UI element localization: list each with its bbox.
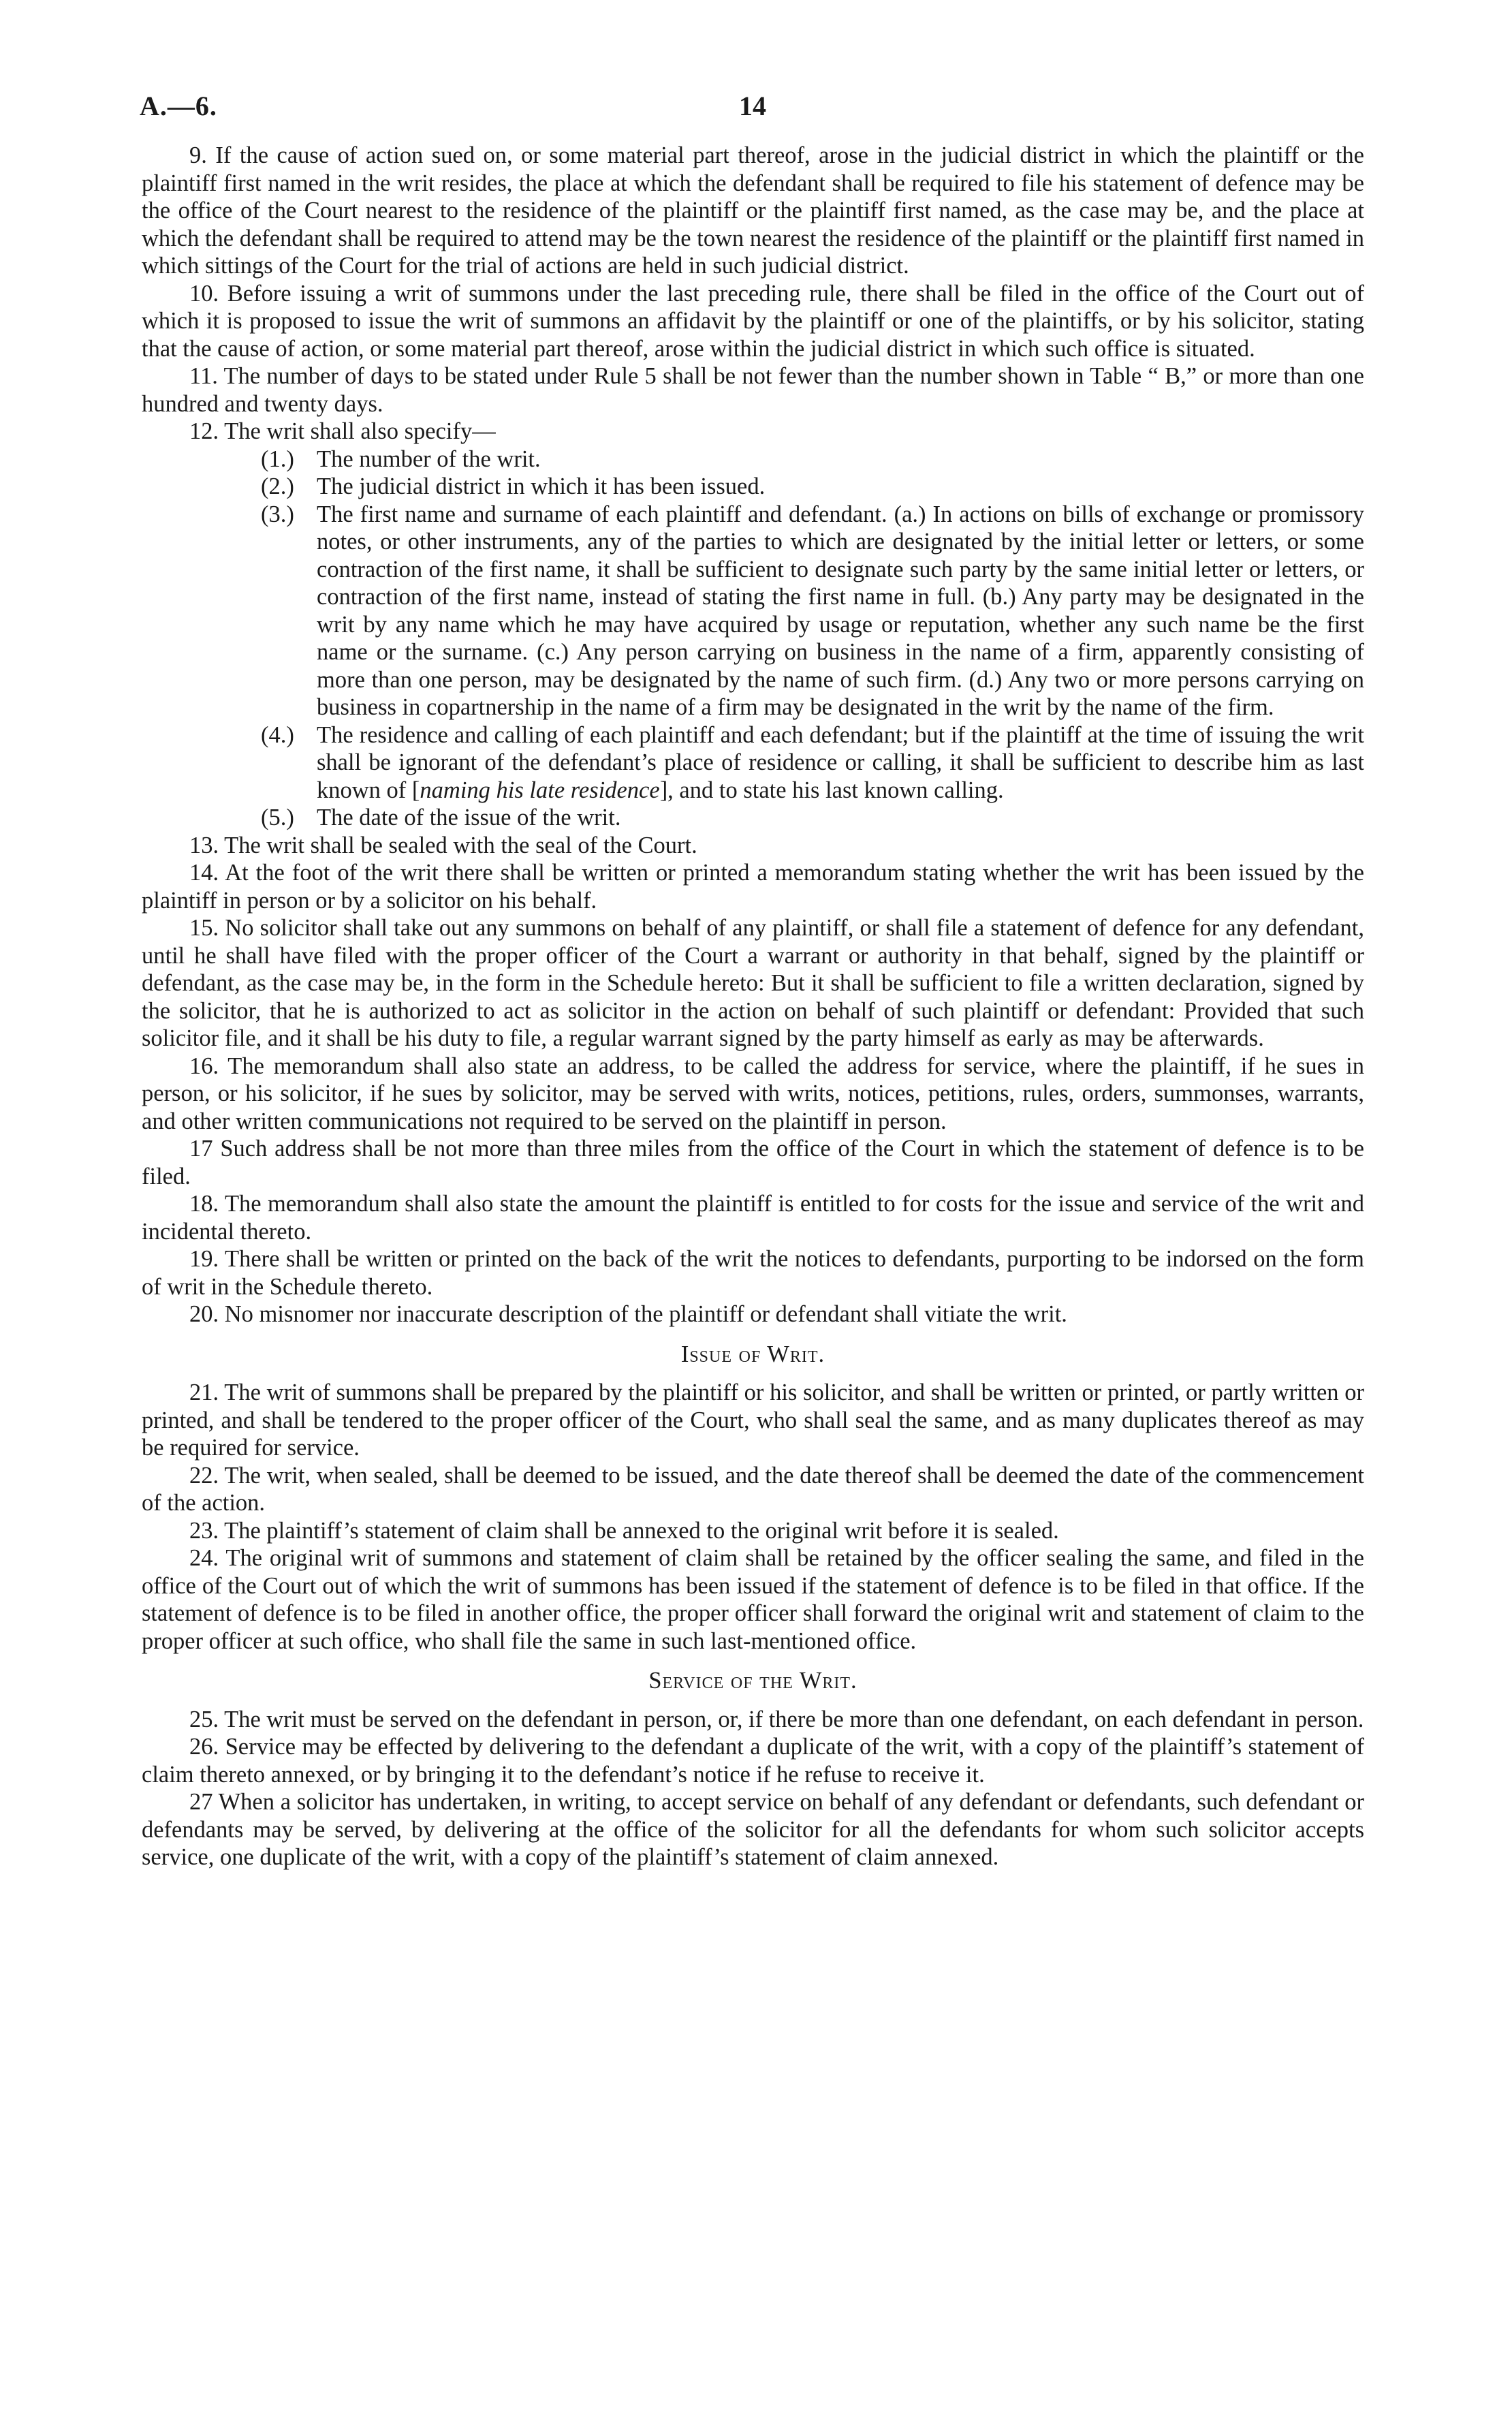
item-text-before: The residence and calling of each plaintiff and each defendant; but if the plaintiff at the time of issuing the writ shall be ignorant of the defendant’s place of residence or calling, it shall be sufficient to describe him as last known of [ xyxy=(317,721,1364,803)
rule-12-item-4 xyxy=(142,721,1364,805)
document-body xyxy=(142,142,1364,1871)
item-text: The judicial district in which it has been issued. xyxy=(317,473,766,499)
item-text-italic: naming his late residence xyxy=(420,777,660,803)
item-text: The first name and surname of each plaintiff and defendant. (a.) In actions on bills of exchange or promissory notes, or other instruments, any of the parties to which are designated by the initial letter or letters, or some contraction of the first name, it shall be sufficient to designate such party by the same initial letter or letters, or contraction of the first name, instead of stating the first name in full. (b.) Any party may be designated in the writ by any name which he may have acquired by usage or reputation, whether any such name be the first name or the surname. (c.) Any person carrying on business in the name of a firm, apparently consisting of more than one person, may be designated by the name of such firm. (d.) Any two or more persons carrying on business in copartnership in the name of a firm may be designated in the writ by the name of the firm. xyxy=(317,501,1364,720)
rule-22: 22. The writ, when sealed, shall be deemed to be issued, and the date thereof shall be deemed the date of the commencement of the action. xyxy=(142,1462,1364,1516)
rule-14: 14. At the foot of the writ there shall be written or printed a memorandum stating whether the writ has been issued by the plaintiff in person or by a solicitor on his behalf. xyxy=(142,860,1364,914)
section-heading-issue-of-writ: Issue of Writ. xyxy=(680,1341,825,1367)
rule-23: 23. The plaintiff’s statement of claim shall be annexed to the original writ before it is sealed. xyxy=(189,1517,1059,1544)
rule-13: 13. The writ shall be sealed with the seal of the Court. xyxy=(189,832,697,858)
rule-10: 10. Before issuing a writ of summons under the last preceding rule, there shall be filed in the office of the Court out of which it is proposed to issue the writ of summons an affidavit by the plaintiff or one of the plaintiffs, or by his solicitor, stating that the cause of action, or some material part thereof, arose within the judicial district in which such office is situated. xyxy=(142,280,1364,362)
item-number: (1.) xyxy=(261,446,294,472)
item-number: (4.) xyxy=(261,721,294,748)
page-number: 14 xyxy=(739,91,766,121)
rule-12-item-3 xyxy=(142,501,1364,721)
rule-12-item-5 xyxy=(142,804,1364,832)
rule-19: 19. There shall be written or printed on the back of the writ the notices to defendants, purporting to be indorsed on the form of writ in the Schedule thereto. xyxy=(142,1246,1364,1300)
rule-12-item-2 xyxy=(142,473,1364,501)
rule-27: 27 When a solicitor has undertaken, in writing, to accept service on behalf of any defendant or defendants, such defendant or defendants may be served, by delivering at the office of the solicitor for all the defendants for whom such solicitor accepts service, one duplicate of the writ, with a copy of the plaintiff’s statement of claim annexed. xyxy=(142,1789,1364,1870)
item-number: (2.) xyxy=(261,473,294,499)
rule-21: 21. The writ of summons shall be prepared by the plaintiff or his solicitor, and shall be written or printed, or partly written or printed, and shall be tendered to the proper officer of the Court, who shall seal the same, and as many duplicates thereof as may be required for service. xyxy=(142,1380,1364,1461)
document-reference: A.—6. xyxy=(140,91,217,121)
rule-15: 15. No solicitor shall take out any summons on behalf of any plaintiff, or shall file a statement of defence for any defendant, until he shall have filed with the proper officer of the Court a warrant or authority in that behalf, signed by the plaintiff or defendant, as the case may be, in the form in the Schedule hereto: But it shall be sufficient to file a written declaration, signed by the solicitor, that he is authorized to act as solicitor in the action on behalf of such plaintiff or defendant: Provided that such solicitor file, and it shall be his duty to file, a regular warrant signed by the party himself as early as may be afterwards. xyxy=(142,915,1364,1051)
rule-12: 12. The writ shall also specify— xyxy=(189,418,496,444)
rule-25: 25. The writ must be served on the defendant in person, or, if there be more than one defendant, on each defendant in person. xyxy=(189,1706,1364,1732)
item-number: (3.) xyxy=(261,501,294,527)
rule-16: 16. The memorandum shall also state an address, to be called the address for service, where the plaintiff, if he sues in person, or his solicitor, if he sues by solicitor, may be served with writs, notices, petitions, rules, orders, summonses, warrants, and other written communications not required to be served on the plaintiff in person. xyxy=(142,1053,1364,1134)
item-text-after: ], and to state his last known calling. xyxy=(659,777,1004,803)
rule-24: 24. The original writ of summons and statement of claim shall be retained by the officer sealing the same, and filed in the office of the Court out of which the writ of summons has been issued if the statement of defence is to be filed in that office. If the statement of defence is to be filed in another office, the proper officer shall forward the original writ and statement of claim to the proper officer at such office, who shall file the same in such last-mentioned office. xyxy=(142,1545,1364,1654)
item-text: The date of the issue of the writ. xyxy=(317,805,621,830)
rule-9: 9. If the cause of action sued on, or some material part thereof, arose in the judicial district in which the plaintiff or the plaintiff first named in the writ resides, the place at which the defendant shall be required to file his statement of defence may be the office of the Court nearest to the residence of the plaintiff or the plaintiff first named, as the case may be, and the place at which the defendant shall be required to attend may be the town nearest the residence of the plaintiff or the plaintiff first named in which sittings of the Court for the trial of actions are held in such judicial district. xyxy=(142,142,1364,279)
rule-26: 26. Service may be effected by delivering to the defendant a duplicate of the writ, with a copy of the plaintiff’s statement of claim thereto annexed, or by bringing it to the defendant’s notice if he refuse to receive it. xyxy=(142,1734,1364,1788)
rule-20: 20. No misnomer nor inaccurate description of the plaintiff or defendant shall vitiate the writ. xyxy=(189,1301,1067,1327)
rule-12-item-1 xyxy=(142,446,1364,473)
item-text: The number of the writ. xyxy=(317,446,541,472)
rule-17: 17 Such address shall be not more than three miles from the office of the Court in which the statement of defence is to be filed. xyxy=(142,1136,1364,1189)
rule-18: 18. The memorandum shall also state the amount the plaintiff is entitled to for costs for the issue and service of the writ and incidental thereto. xyxy=(142,1191,1364,1245)
section-heading-service-of-writ: Service of the Writ. xyxy=(648,1668,857,1694)
page-header xyxy=(140,90,1366,131)
item-number: (5.) xyxy=(261,805,294,830)
rule-11: 11. The number of days to be stated under Rule 5 shall be not fewer than the number shown in Table “ B,” or more than one hundred and twenty days. xyxy=(142,363,1364,417)
